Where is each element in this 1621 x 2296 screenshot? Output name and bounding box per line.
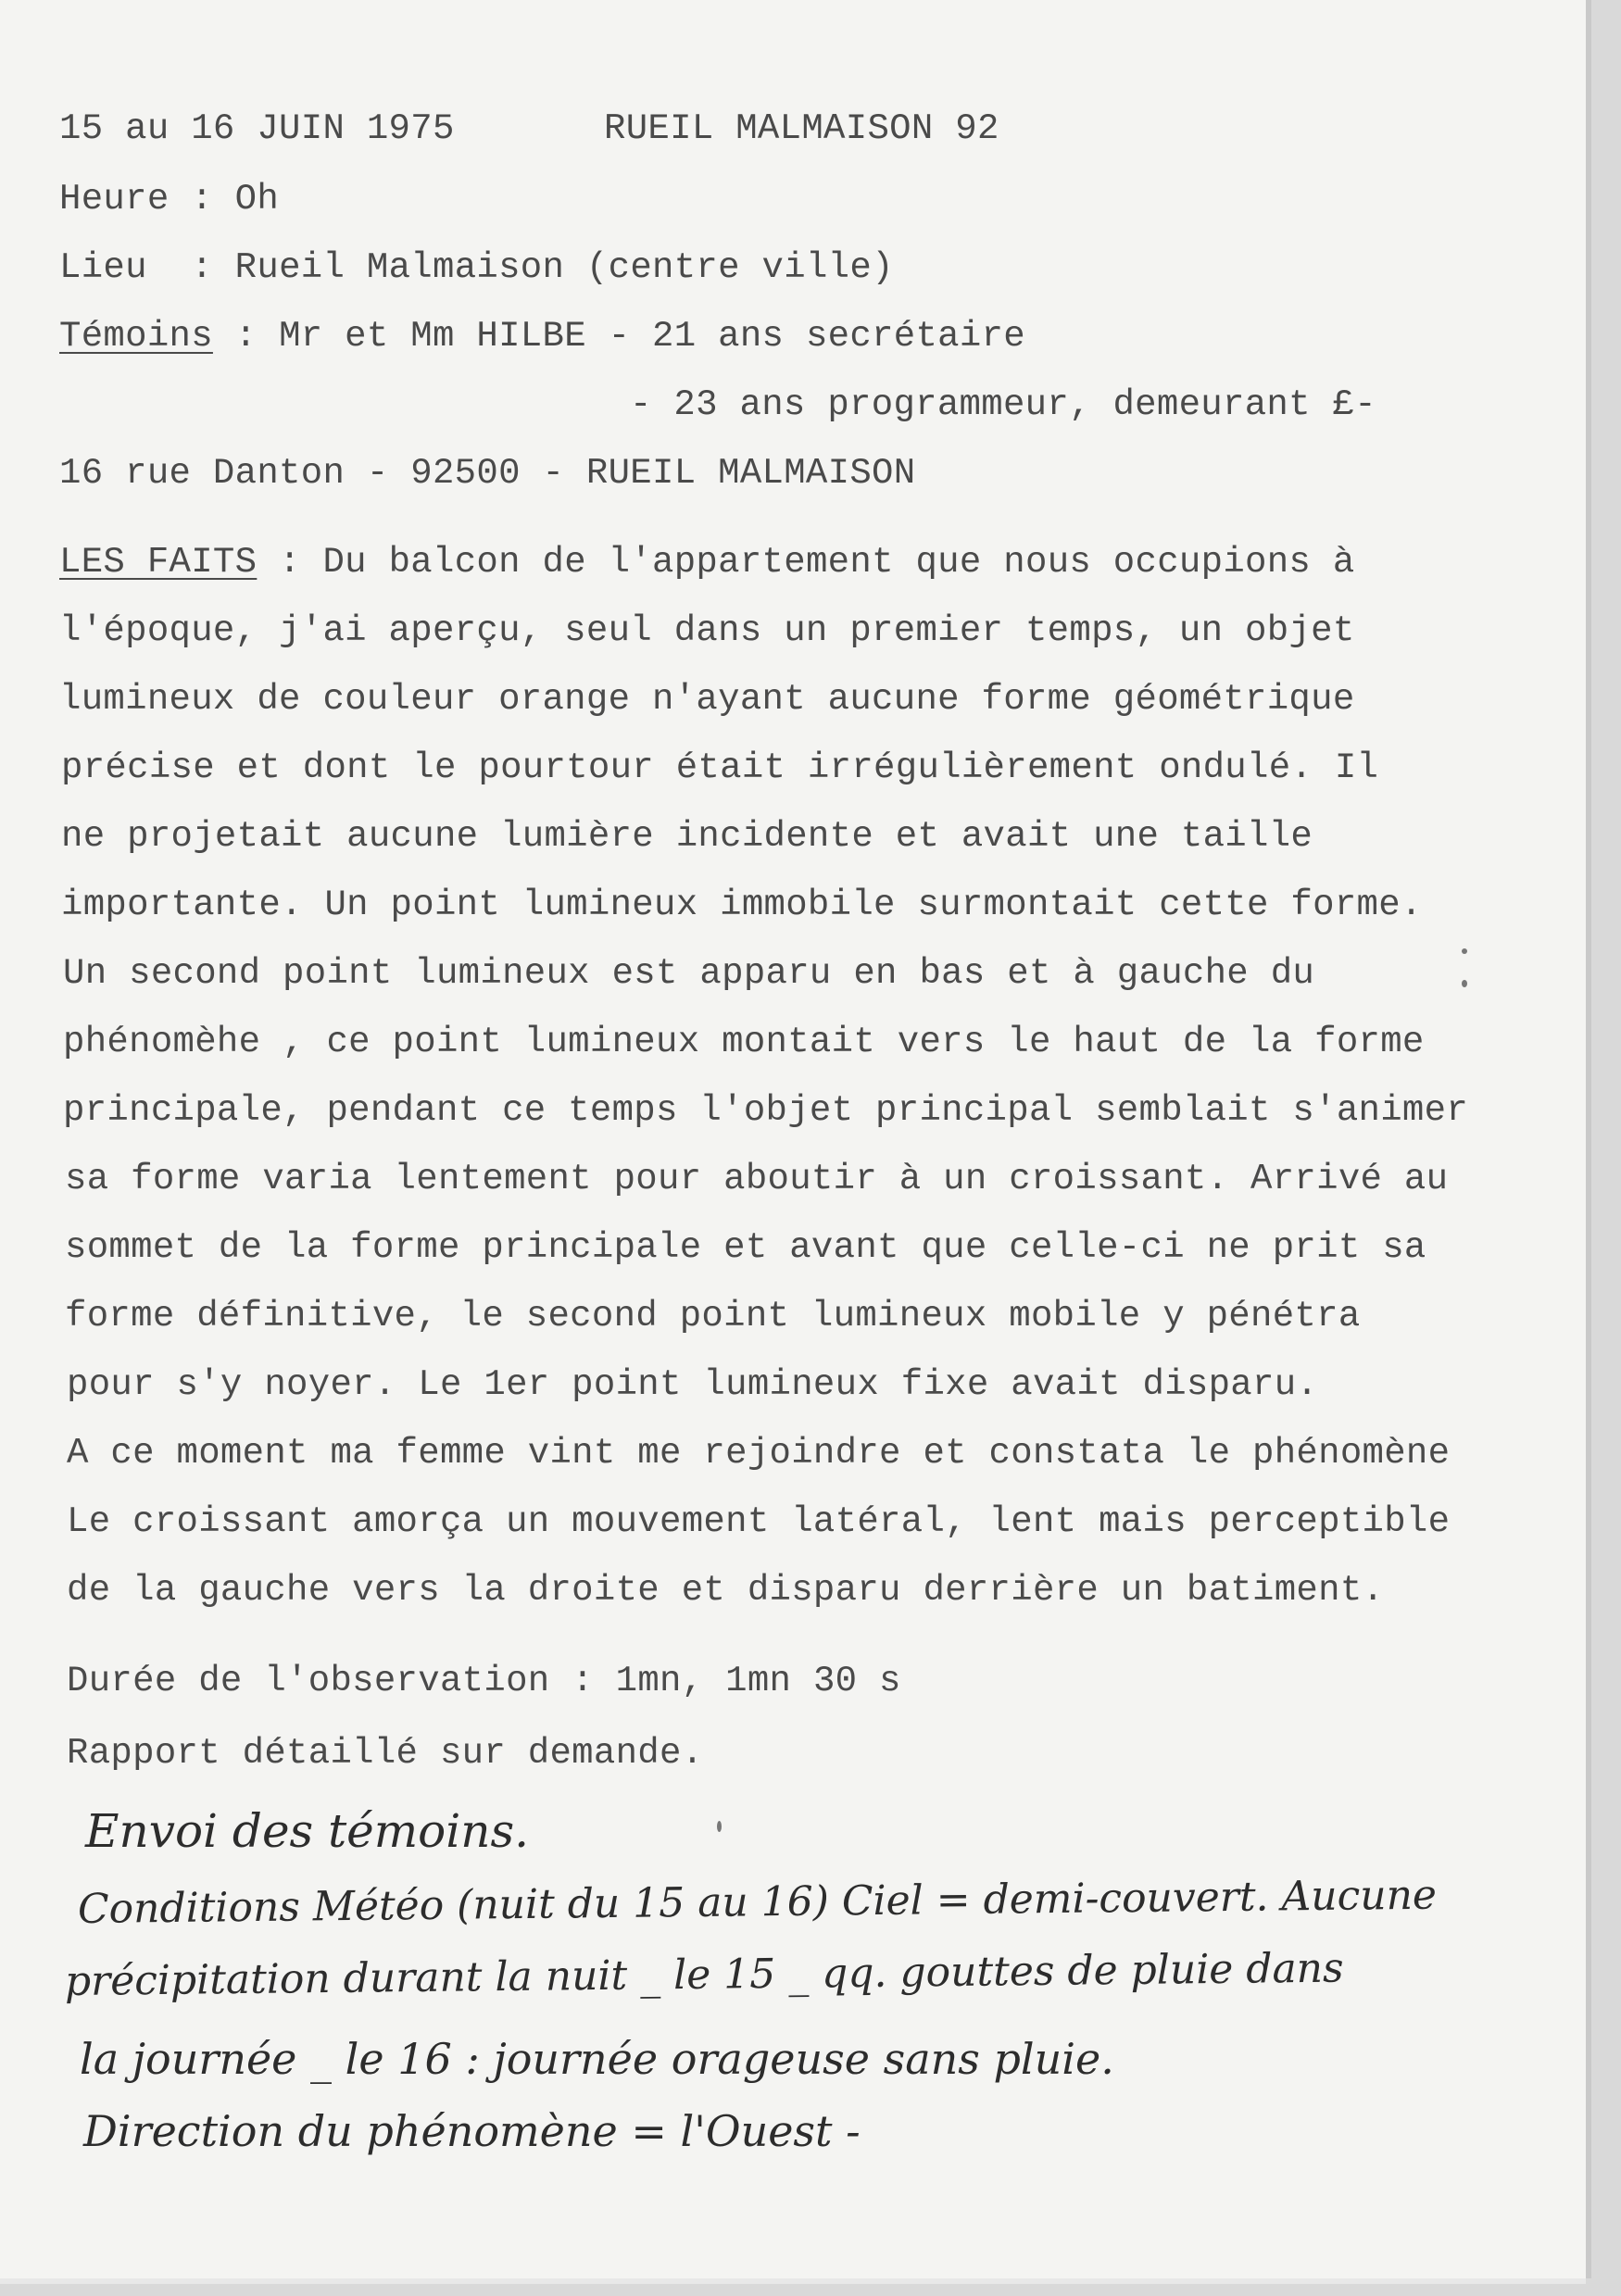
faits-line: de la gauche vers la droite et disparu derrière un batiment.: [67, 1570, 1385, 1611]
lieu-value: Rueil Malmaison (centre ville): [234, 247, 894, 288]
faits-line: principale, pendant ce temps l'objet principal semblait s'animer: [63, 1090, 1469, 1131]
handwritten-line: Envoi des témoins.: [85, 1804, 530, 1858]
lieu-label: Lieu: [59, 247, 147, 288]
temoins-line2: - 23 ans programmeur, demeurant £-: [630, 384, 1376, 425]
faits-line: forme définitive, le second point lumineux mobile y pénétra: [65, 1296, 1361, 1336]
faits-line: lumineux de couleur orange n'ayant aucune forme géométrique: [59, 679, 1355, 720]
handwritten-line: précipitation durant la nuit _ le 15 _ qq. gouttes de pluie dans: [64, 1944, 1344, 2005]
handwritten-line: Direction du phénomène = l'Ouest -: [83, 2106, 861, 2156]
faits-line: Le croissant amorça un mouvement latéral, lent mais perceptible: [67, 1501, 1451, 1542]
header-date: 15 au 16 JUIN 1975: [59, 108, 455, 149]
paper-speck: [1462, 948, 1467, 954]
faits-line: précise et dont le pourtour était irrégulièrement ondulé. Il: [61, 747, 1379, 788]
heure-line: Heure : Oh: [59, 179, 280, 220]
faits-line: A ce moment ma femme vint me rejoindre et constata le phénomène: [67, 1433, 1451, 1474]
faits-line: phénomèhe , ce point lumineux montait vers le haut de la forme: [63, 1022, 1425, 1062]
temoins-line: Témoins : Mr et Mm HILBE - 21 ans secrétaire: [59, 316, 1025, 357]
duree-line: Durée de l'observation : 1mn, 1mn 30 s: [67, 1661, 901, 1701]
paper-speck: [1462, 980, 1467, 987]
header-place: RUEIL MALMAISON 92: [604, 108, 999, 149]
faits-first-line: LES FAITS : Du balcon de l'appartement que nous occupions à: [59, 542, 1355, 583]
faits-line: pour s'y noyer. Le 1er point lumineux fixe avait disparu.: [67, 1364, 1319, 1405]
duree-value: 1mn, 1mn 30 s: [615, 1661, 901, 1701]
faits-line: sa forme varia lentement pour aboutir à un croissant. Arrivé au: [65, 1159, 1449, 1199]
handwritten-line: la journée _ le 16 : journée orageuse sans pluie.: [80, 2034, 1114, 2084]
heure-label: Heure: [59, 179, 170, 220]
faits-line: sommet de la forme principale et avant que celle-ci ne prit sa: [65, 1227, 1426, 1268]
rapport-line: Rapport détaillé sur demande.: [67, 1733, 704, 1774]
paper-speck: [717, 1821, 722, 1832]
handwritten-line: Conditions Météo (nuit du 15 au 16) Ciel = demi-couvert. Aucune: [77, 1871, 1438, 1933]
faits-line: l'époque, j'ai aperçu, seul dans un premier temps, un objet: [59, 610, 1355, 651]
faits-label: LES FAITS: [59, 542, 258, 583]
faits-line: importante. Un point lumineux immobile surmontait cette forme.: [61, 885, 1423, 925]
faits-line: Un second point lumineux est apparu en bas et à gauche du: [63, 953, 1315, 994]
temoins-line3: 16 rue Danton - 92500 - RUEIL MALMAISON: [59, 453, 916, 494]
temoins-label: Témoins: [59, 316, 213, 357]
temoins-line1: Mr et Mm HILBE - 21 ans secrétaire: [279, 316, 1025, 357]
faits-line: ne projetait aucune lumière incidente et avait une taille: [61, 816, 1313, 857]
heure-value: Oh: [234, 179, 280, 220]
lieu-line: Lieu : Rueil Malmaison (centre ville): [59, 247, 894, 288]
faits-line: Du balcon de l'appartement que nous occupions à: [322, 542, 1355, 583]
duree-label: Durée de l'observation: [67, 1661, 550, 1701]
